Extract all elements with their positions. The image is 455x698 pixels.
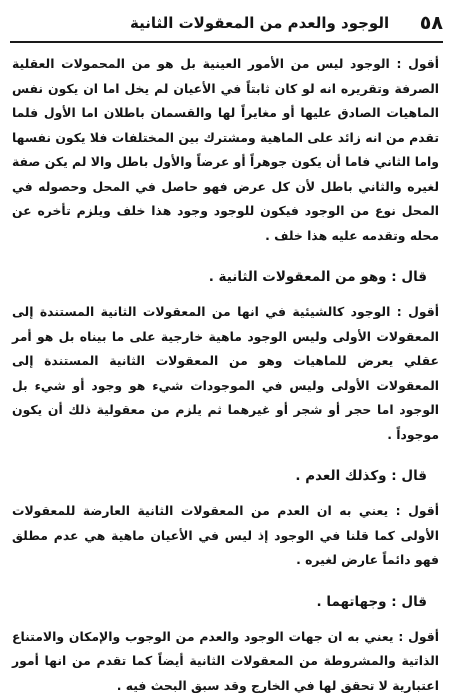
text-line: عارض لغيره . xyxy=(296,552,378,567)
text-line: ومشترك بين المختلفات فلا يكون نفسها واما الثاني فاما أن يكون جوهراً xyxy=(12,130,439,170)
text-line: شيء هو وجود أو شيء بل الوجود اما حجر أو شجر أو غيرهما ثم يلزم من xyxy=(12,378,439,418)
text-line: الأولى وليس الوجود ماهية خارجية على ما بيناه بل هو أمر عقلي يعرض للماهيات xyxy=(12,329,439,369)
heading-qal-jihat: قال : وجهاتهما . xyxy=(12,587,439,617)
text-line: تحقق لها في الخارج وقد سبق البحث فيه . xyxy=(117,678,375,693)
text-line: خلف ويلزم تأخره عن محله وتقدمه عليه هذا خلف . xyxy=(12,203,439,243)
page-body xyxy=(12,52,439,698)
running-title: الوجود والعدم من المعقولات الثانية xyxy=(10,14,389,32)
text-line: أو عرضاً والأول باطل والا لم يكن صفة لغيره والثاني باطل لأن كل عرض فهو xyxy=(12,154,439,194)
text-line: حاصل في المحل وحصوله في المحل نوع من الوجود فيكون للوجود وجود هذا xyxy=(12,179,439,219)
paragraph-wujud-secondary xyxy=(12,300,439,447)
text-line: أقول : الوجود كالشيئية في انها من المعقولات الثانية المستندة إلى المعقولات xyxy=(12,304,439,344)
page-header xyxy=(10,6,443,40)
text-line: الذاتية والمشروطة من المعقولات الثانية أيضاً كما تقدم من انها أمور اعتبارية لا xyxy=(12,653,439,693)
text-line: عليها أو مغايراً لها والقسمان باطلان اما الأول فلما تقدم من انه زائد على الماهية xyxy=(12,105,439,145)
text-line: أقول : يعني به ان جهات الوجود والعدم من الوجوب والإمكان والامتناع xyxy=(12,629,439,644)
paragraph-jihat xyxy=(12,625,439,698)
heading-qal-adam: قال : وكذلك العدم . xyxy=(12,461,439,491)
text-line: كما قلنا في الوجود إذ ليس في الأعيان ماهية هي عدم مطلق فهو دائماً xyxy=(12,528,439,568)
text-line: أقول : يعني به ان العدم من المعقولات الثانية العارضة للمعقولات الأولى xyxy=(12,503,439,543)
text-line: معقولية ذلك أن يكون موجوداً . xyxy=(12,402,439,442)
page-number: ٥٨ xyxy=(420,12,443,34)
text-line: وتقريره انه لو كان ثابتاً في الأعيان لم يخل اما ان يكون نفس الماهيات الصادق xyxy=(12,81,439,121)
heading-qal-secondary-intelligibles: قال : وهو من المعقولات الثانية . xyxy=(12,262,439,292)
header-rule xyxy=(10,41,443,43)
text-line: أقول : الوجود ليس من الأمور العينية بل هو من المحمولات العقلية الصرفة xyxy=(12,56,439,96)
paragraph-adam xyxy=(12,499,439,573)
text-line: وهو من المعقولات الثانية المستندة إلى المعقولات الأولى وليس في الموجودات xyxy=(12,353,439,393)
paragraph-wujud-not-external xyxy=(12,52,439,248)
